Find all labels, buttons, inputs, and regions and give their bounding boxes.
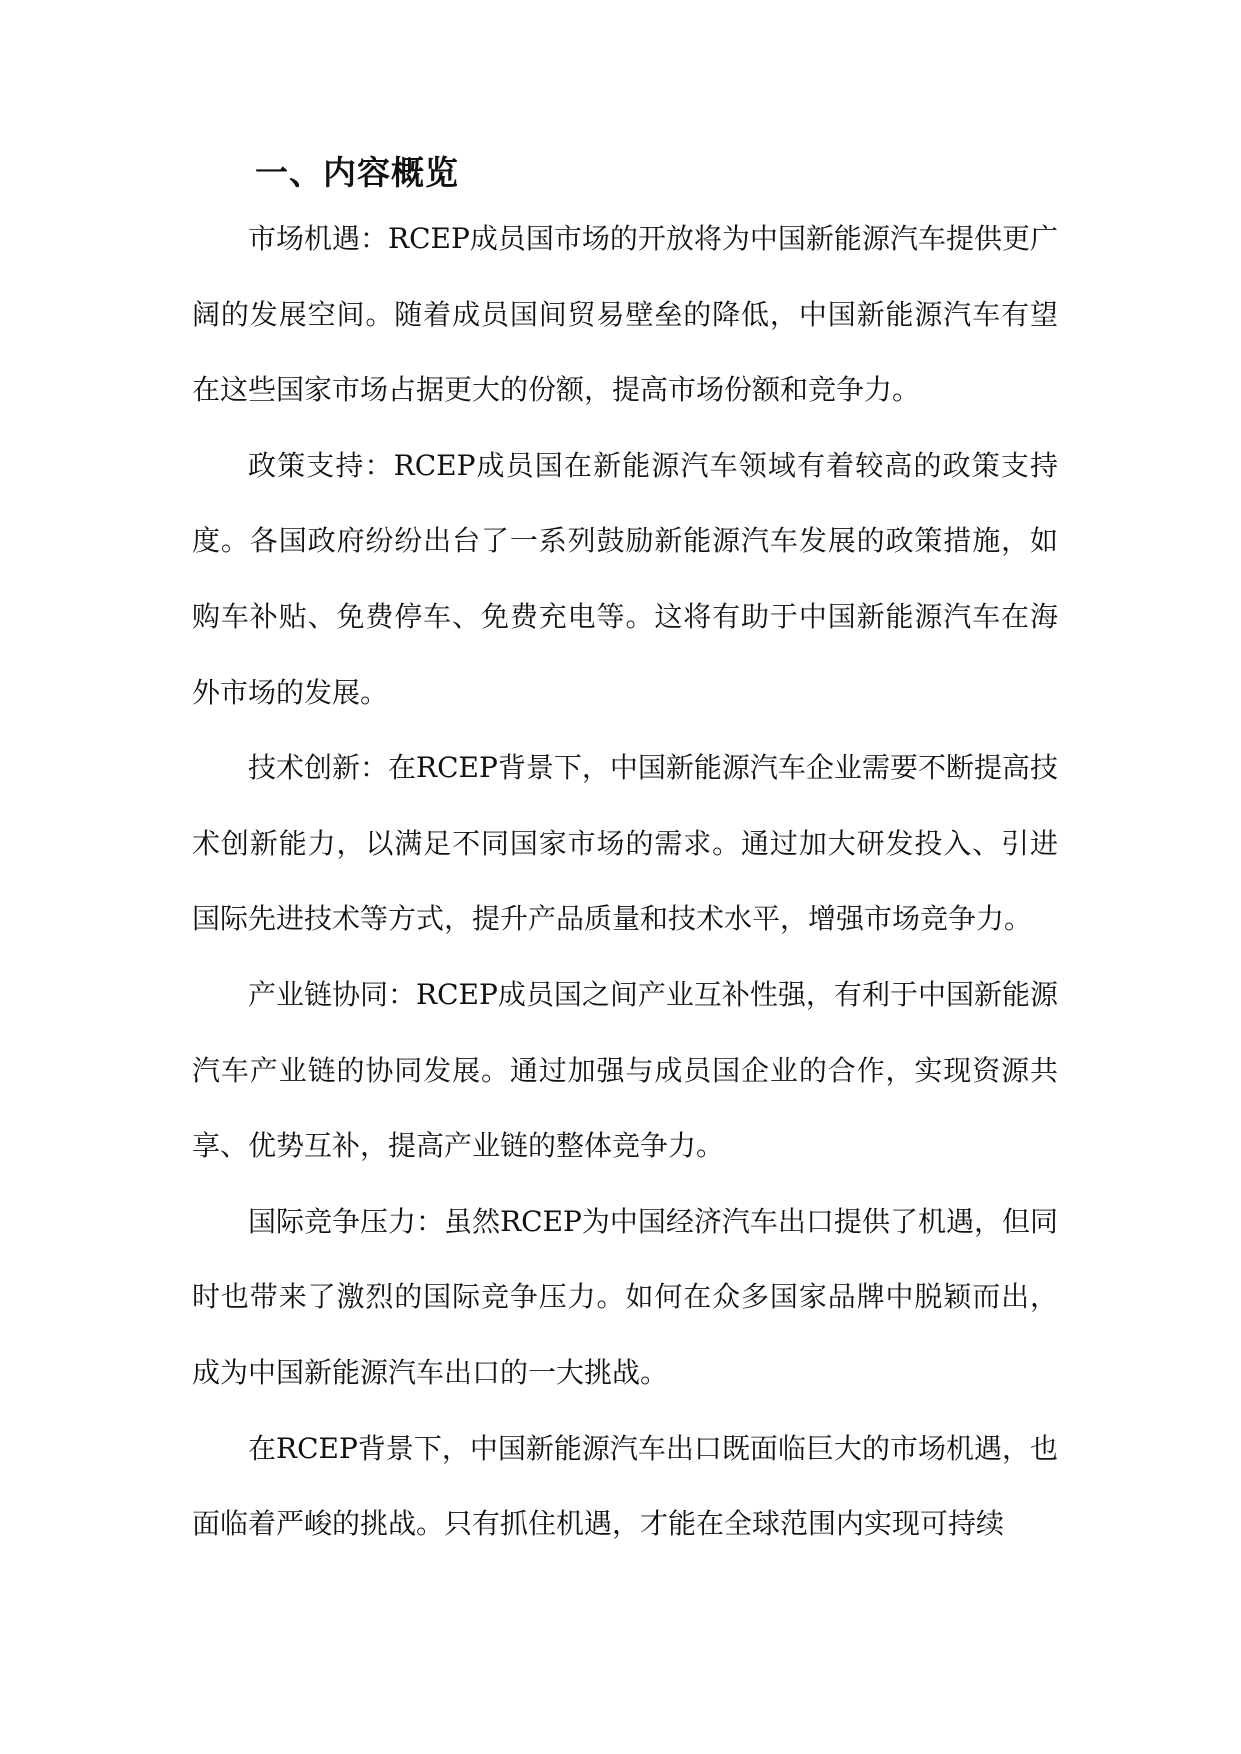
body-text bbox=[192, 201, 1058, 1562]
paragraph-policy-support: 政策支持：RCEP成员国在新能源汽车领域有着较高的政策支持度。各国政府纷纷出台了一系列鼓励新能源汽车发展的政策措施，如购车补贴、免费停车、免费充电等。这将有助于中国新能源汽车在海外市场的发展。 bbox=[192, 448, 1058, 709]
paragraph-industry-chain: 产业链协同：RCEP成员国之间产业互补性强，有利于中国新能源汽车产业链的协同发展。通过加强与成员国企业的合作，实现资源共享、优势互补，提高产业链的整体竞争力。 bbox=[192, 977, 1058, 1163]
paragraph-competition-pressure: 国际竞争压力：虽然RCEP为中国经济汽车出口提供了机遇，但同时也带来了激烈的国际竞争压力。如何在众多国家品牌中脱颖而出，成为中国新能源汽车出口的一大挑战。 bbox=[192, 1204, 1058, 1389]
paragraph-tech-innovation: 技术创新：在RCEP背景下，中国新能源汽车企业需要不断提高技术创新能力，以满足不同国家市场的需求。通过加大研发投入、引进国际先进技术等方式，提升产品质量和技术水平，增强市场竞争力。 bbox=[192, 751, 1058, 936]
section-heading: 一、内容概览 bbox=[255, 153, 459, 192]
paragraph-market-opportunity: 市场机遇：RCEP成员国市场的开放将为中国新能源汽车提供更广阔的发展空间。随着成员国间贸易壁垒的降低，中国新能源汽车有望在这些国家市场占据更大的份额，提高市场份额和竞争力。 bbox=[192, 222, 1058, 407]
paragraph-summary: 在RCEP背景下，中国新能源汽车出口既面临巨大的市场机遇，也面临着严峻的挑战。只有抓住机遇，才能在全球范围内实现可持续 bbox=[192, 1431, 1058, 1541]
